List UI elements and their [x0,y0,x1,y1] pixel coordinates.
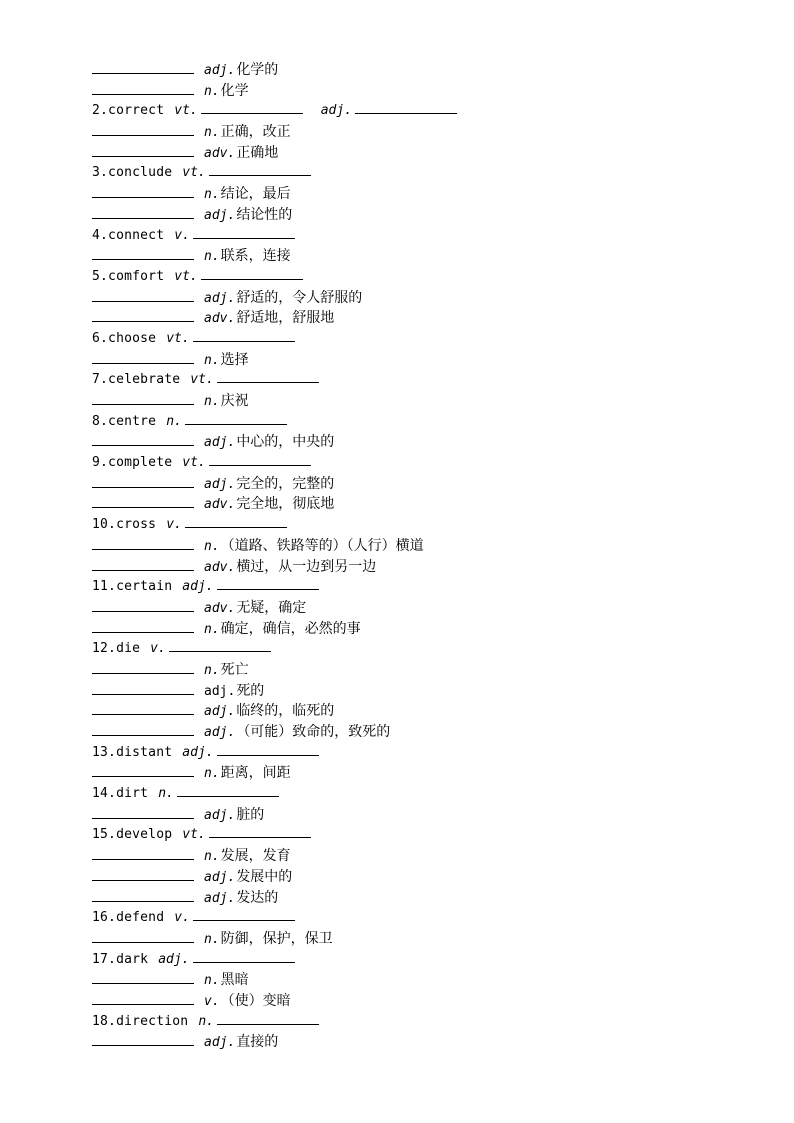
part-of-speech: v. [204,993,220,1009]
derived-word-line [92,494,772,515]
derived-word-line [92,81,772,102]
answer-blank[interactable] [92,351,194,364]
headword-line [92,163,772,184]
answer-blank[interactable] [193,950,295,963]
answer-blank[interactable] [193,226,295,239]
headword: 17.dark [92,951,149,967]
headword-line [92,370,772,391]
part-of-speech: vt. [174,268,198,284]
headword: 3.conclude [92,165,173,181]
answer-blank[interactable] [92,433,194,446]
answer-blank[interactable] [92,123,194,136]
part-of-speech: n. [198,1013,214,1029]
answer-blank[interactable] [92,392,194,405]
chinese-meaning: 中心的，中央的 [236,434,335,451]
chinese-meaning: 死的 [236,682,265,699]
derived-word-line [92,846,772,867]
answer-blank[interactable] [177,784,279,797]
headword-line [92,267,772,288]
part-of-speech: n. [204,662,220,678]
headword-line [92,453,772,474]
derived-word-line [92,991,772,1012]
chinese-meaning: 临终的，临死的 [236,703,335,720]
headword-line [92,412,772,433]
headword: 16.defend [92,910,165,926]
answer-blank[interactable] [92,247,194,260]
chinese-meaning: 发达的 [236,889,279,906]
part-of-speech: adv. [204,600,236,616]
headword: 8.centre [92,413,157,429]
chinese-meaning: 庆祝 [220,393,249,409]
part-of-speech: n. [204,394,220,409]
part-of-speech: v. [150,641,166,657]
headword: 9.complete [92,455,173,471]
part-of-speech: adv. [204,145,236,161]
answer-blank[interactable] [185,412,287,425]
part-of-speech: adj. [320,103,353,119]
headword: 11.certain [92,579,173,595]
part-of-speech: adj. [204,476,236,492]
part-of-speech: adj. [204,890,236,906]
part-of-speech: adj. [204,435,236,451]
chinese-meaning: 舒适的，令人舒服的 [236,289,363,306]
chinese-meaning: 完全地，彻底地 [236,496,335,513]
answer-blank[interactable] [92,806,194,819]
answer-blank[interactable] [92,82,194,95]
part-of-speech: vt. [182,455,206,471]
headword-line [92,101,772,122]
worksheet-page [92,60,772,1053]
answer-blank[interactable] [92,847,194,860]
part-of-speech: adj. [204,63,236,78]
answer-blank[interactable] [92,289,194,302]
answer-blank[interactable] [217,577,319,590]
answer-blank[interactable] [92,1033,194,1046]
part-of-speech: n. [204,83,220,99]
derived-word-line [92,391,772,412]
answer-blank[interactable] [193,908,295,921]
part-of-speech: adv. [204,497,236,513]
chinese-meaning: 完全的，完整的 [236,475,335,492]
answer-blank[interactable] [201,267,303,280]
part-of-speech: adv. [204,311,236,327]
chinese-meaning: 结论性的 [236,206,293,223]
answer-blank[interactable] [92,495,194,508]
answer-blank[interactable] [209,163,311,176]
answer-blank[interactable] [209,453,311,466]
answer-blank[interactable] [92,889,194,902]
chinese-meaning: 正确地 [236,144,279,161]
answer-blank[interactable] [92,537,194,550]
part-of-speech: adj. [204,869,236,885]
headword: 18.direction [92,1013,189,1029]
part-of-speech: adj. [182,744,214,760]
answer-blank[interactable] [92,764,194,777]
part-of-speech: vt. [174,103,198,119]
part-of-speech: adv. [204,559,236,575]
part-of-speech: vt. [182,165,206,181]
chinese-meaning: 黑暗 [220,972,249,989]
answer-blank[interactable] [92,723,194,736]
answer-blank[interactable] [92,599,194,612]
answer-blank[interactable] [355,101,457,114]
answer-blank[interactable] [217,743,319,756]
derived-word-line [92,122,772,143]
part-of-speech: n. [204,973,220,989]
derived-word-line [92,474,772,495]
part-of-speech: vt. [166,330,190,346]
derived-word-line [92,619,772,640]
answer-blank[interactable] [217,370,319,383]
part-of-speech: n. [204,849,220,865]
chinese-meaning: 死亡 [220,661,249,678]
part-of-speech: adj. [204,704,236,720]
chinese-meaning: （可能）致命的，致死的 [236,724,391,740]
derived-word-line [92,60,772,81]
derived-word-line [92,660,772,681]
headword: 10.cross [92,517,157,533]
derived-word-line [92,929,772,950]
part-of-speech: adj. [204,1035,236,1051]
headword-line [92,226,772,247]
answer-blank[interactable] [92,992,194,1005]
answer-blank[interactable] [92,868,194,881]
answer-blank[interactable] [92,185,194,198]
headword: 15.develop [92,827,173,843]
part-of-speech: v. [166,517,182,533]
answer-blank[interactable] [92,61,194,74]
derived-word-line [92,205,772,226]
part-of-speech: v. [174,227,190,243]
part-of-speech: n. [204,621,220,637]
part-of-speech: n. [204,766,220,782]
part-of-speech: adj. [204,807,236,823]
headword-line [92,577,772,598]
derived-word-line [92,805,772,826]
chinese-meaning: 发展，发育 [220,848,291,865]
part-of-speech: v. [174,910,190,926]
chinese-meaning: 无疑，确定 [236,599,307,616]
answer-blank[interactable] [169,639,271,652]
part-of-speech: adj. [158,951,190,967]
answer-blank[interactable] [92,620,194,633]
answer-blank[interactable] [92,971,194,984]
derived-word-line [92,288,772,309]
headword: 6.choose [92,330,157,346]
derived-word-line [92,557,772,578]
headword: 7.celebrate [92,372,181,388]
answer-blank[interactable] [92,144,194,157]
answer-blank[interactable] [92,309,194,322]
derived-word-line [92,246,772,267]
answer-blank[interactable] [185,515,287,528]
chinese-meaning: （使）变暗 [220,992,291,1009]
part-of-speech: n. [204,538,220,554]
headword: 4.connect [92,227,165,243]
answer-blank[interactable] [92,475,194,488]
headword-line [92,908,772,929]
derived-word-line [92,681,772,702]
derived-word-line [92,143,772,164]
part-of-speech: adj. [204,290,236,306]
part-of-speech: adj. [204,683,236,699]
derived-word-line [92,970,772,991]
answer-blank[interactable] [209,825,311,838]
chinese-meaning: 联系，连接 [220,248,291,265]
chinese-meaning: 选择 [220,351,249,368]
part-of-speech: n. [204,249,220,265]
derived-word-line [92,888,772,909]
answer-blank[interactable] [217,1012,319,1025]
part-of-speech: n. [158,786,174,802]
derived-word-line [92,722,772,743]
answer-blank[interactable] [193,329,295,342]
derived-word-line [92,432,772,453]
part-of-speech: adj. [204,725,236,740]
derived-word-line [92,701,772,722]
answer-blank[interactable] [92,682,194,695]
answer-blank[interactable] [92,930,194,943]
headword: 2.correct [92,103,165,119]
chinese-meaning: 发展中的 [236,868,293,885]
derived-word-line [92,184,772,205]
derived-word-line [92,598,772,619]
chinese-meaning: 距离，间距 [220,765,291,782]
chinese-meaning: （道路、铁路等的）（人行）横道 [220,537,424,554]
headword-line [92,784,772,805]
part-of-speech: n. [204,125,220,141]
part-of-speech: n. [166,413,182,429]
chinese-meaning: 脏的 [236,806,265,823]
chinese-meaning: 化学的 [236,62,279,78]
headword-line [92,639,772,660]
chinese-meaning: 横过，从一边到另一边 [236,558,377,575]
part-of-speech: n. [204,187,220,203]
derived-word-line [92,1032,772,1053]
answer-blank[interactable] [92,661,194,674]
headword-line [92,825,772,846]
chinese-meaning: 舒适地，舒服地 [236,310,335,327]
derived-word-line [92,867,772,888]
headword-line [92,515,772,536]
answer-blank[interactable] [92,206,194,219]
headword-line [92,329,772,350]
part-of-speech: vt. [182,827,206,843]
headword: 5.comfort [92,268,165,284]
headword-line [92,1012,772,1033]
chinese-meaning: 直接的 [236,1034,279,1051]
derived-word-line [92,350,772,371]
chinese-meaning: 防御，保护，保卫 [220,930,333,947]
answer-blank[interactable] [92,558,194,571]
chinese-meaning: 确定，确信，必然的事 [220,620,361,637]
derived-word-line [92,536,772,557]
chinese-meaning: 化学 [220,82,249,99]
part-of-speech: n. [204,931,220,947]
part-of-speech: adj. [204,207,236,223]
part-of-speech: vt. [190,372,214,388]
part-of-speech: n. [204,352,220,368]
chinese-meaning: 正确，改正 [220,124,291,141]
derived-word-line [92,763,772,784]
headword-line [92,743,772,764]
answer-blank[interactable] [201,101,303,114]
headword: 12.die [92,641,141,657]
headword: 14.dirt [92,786,149,802]
part-of-speech: adj. [182,579,214,595]
derived-word-line [92,308,772,329]
headword: 13.distant [92,744,173,760]
answer-blank[interactable] [92,702,194,715]
vocabulary-list [92,60,772,1053]
chinese-meaning: 结论，最后 [220,186,291,203]
headword-line [92,950,772,971]
